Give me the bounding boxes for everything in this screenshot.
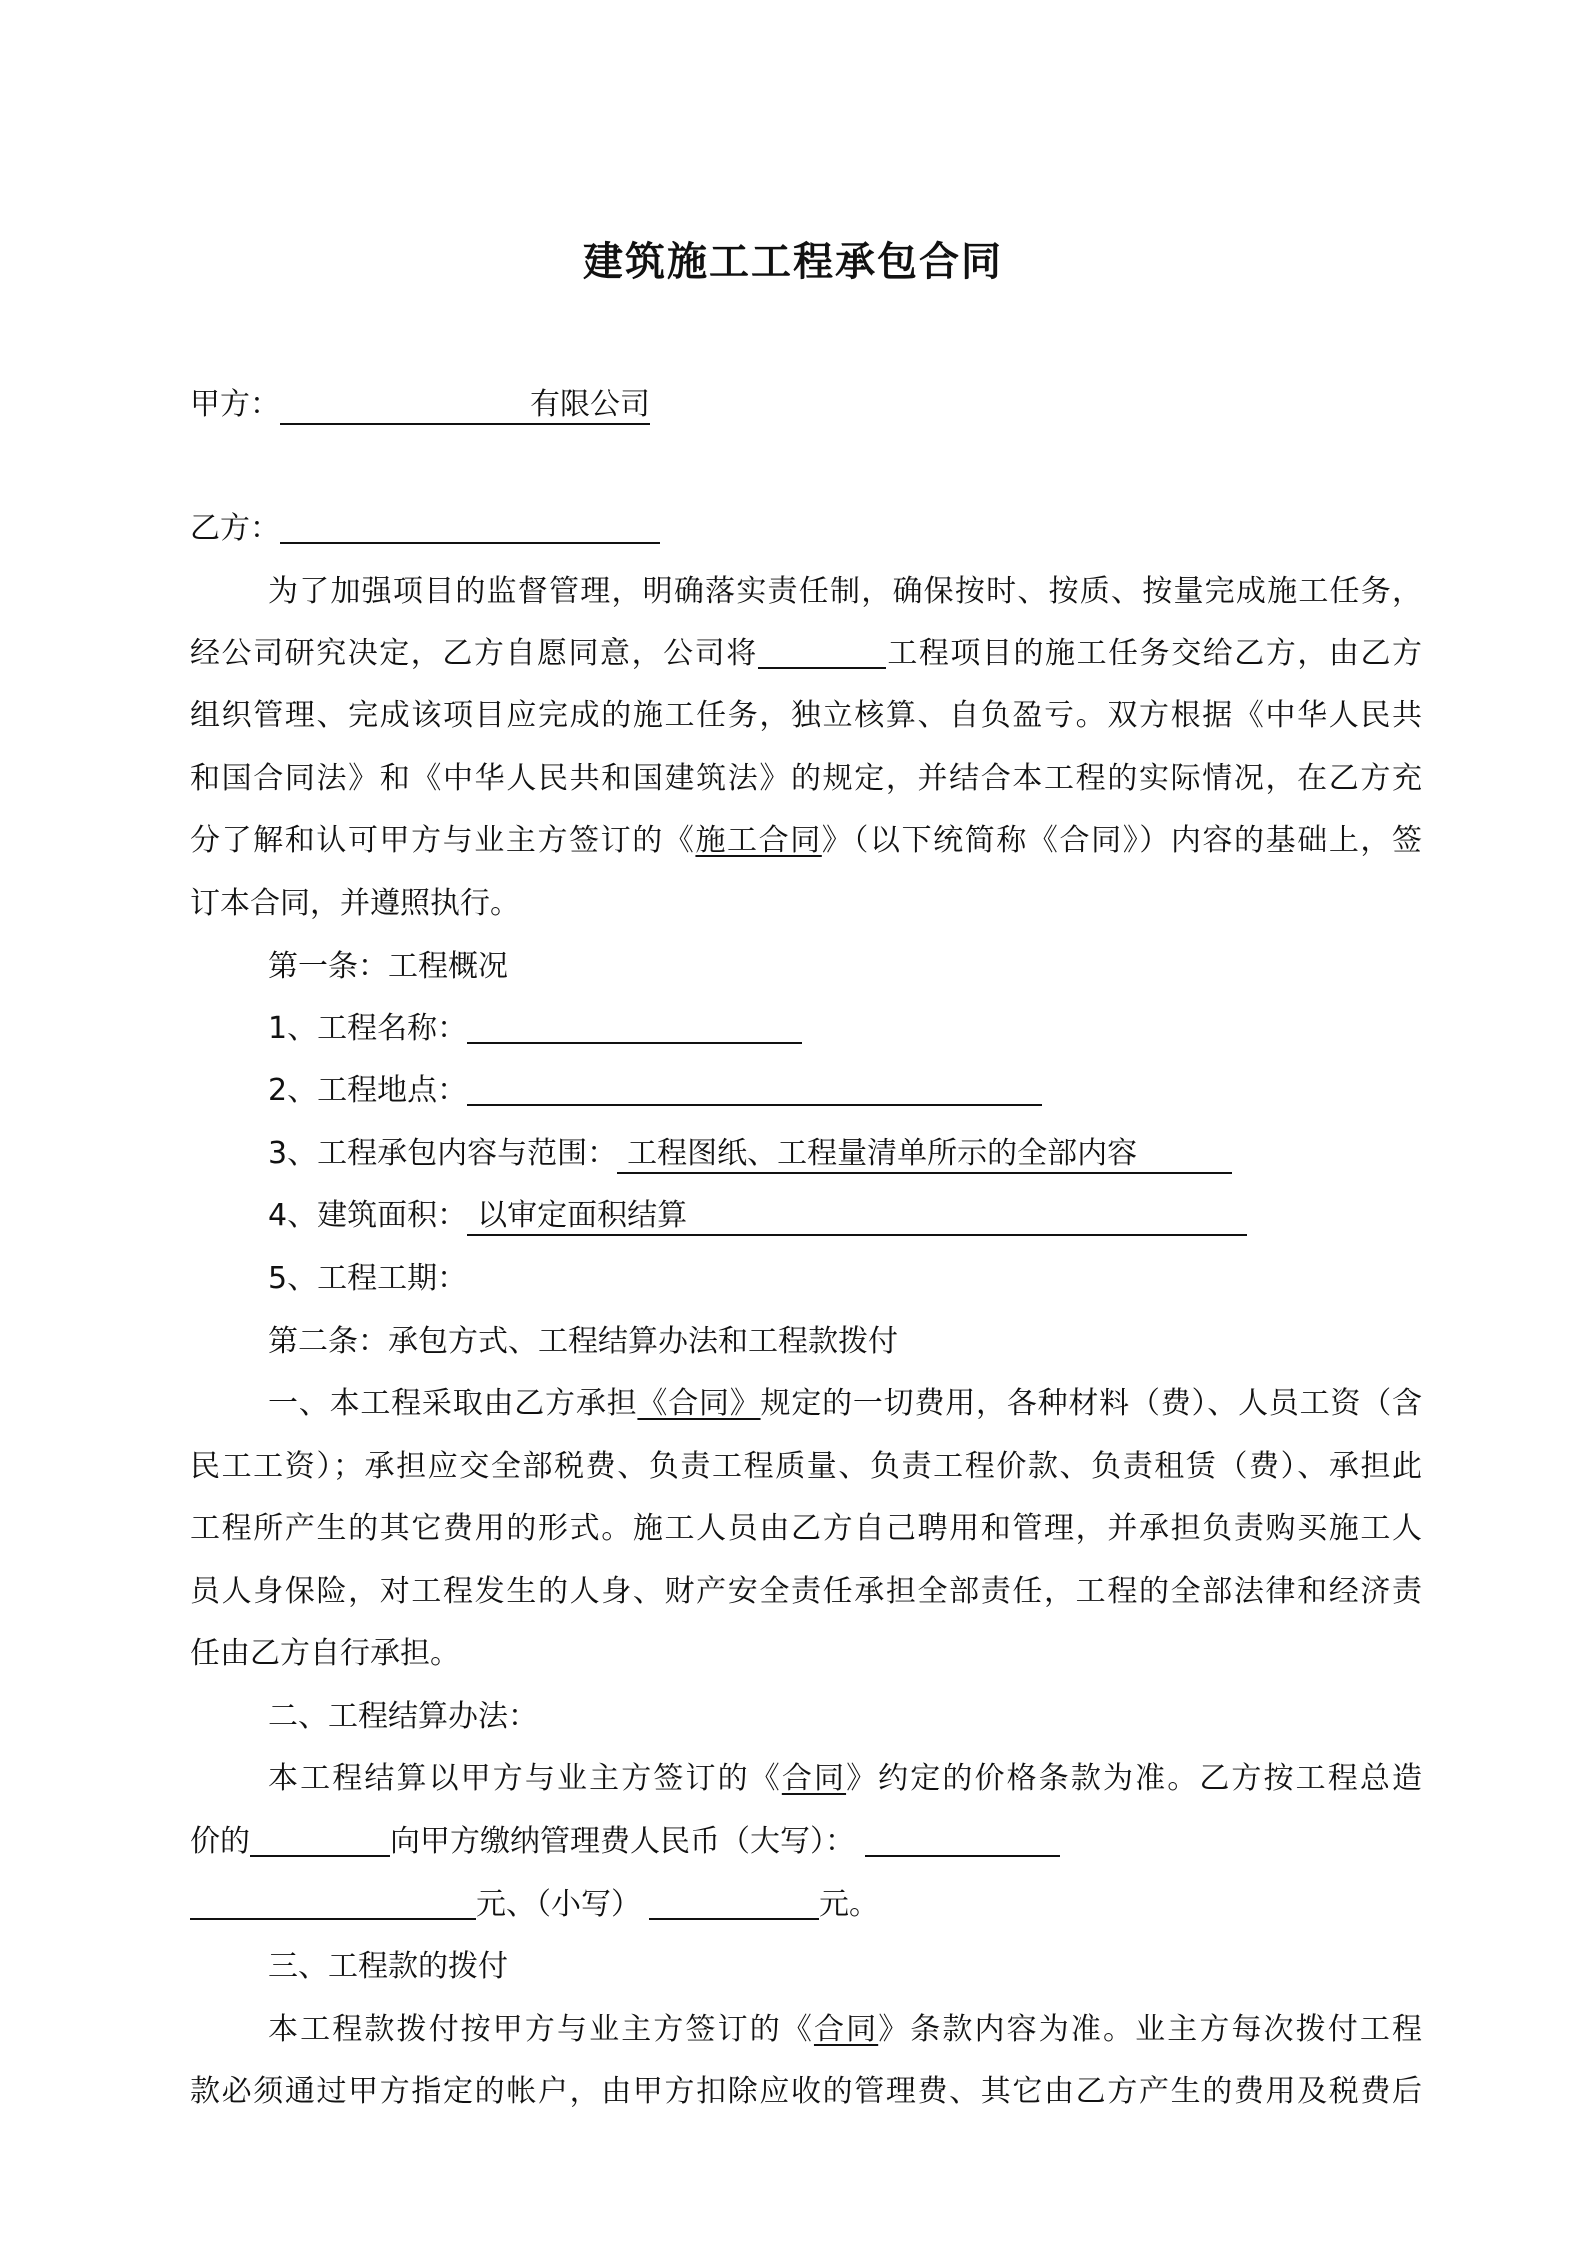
project-name-field[interactable] bbox=[467, 1008, 802, 1044]
area-value: 以审定面积结算 bbox=[477, 1198, 688, 1233]
sec2-text: 元、（小写） bbox=[476, 1887, 641, 1922]
item-scope bbox=[268, 1132, 1422, 1176]
party-b-label: 乙方： bbox=[190, 511, 280, 546]
item-label: 4、建筑面积： bbox=[268, 1198, 468, 1233]
sec2-text: 元。 bbox=[819, 1887, 879, 1922]
project-name-blank[interactable] bbox=[758, 633, 886, 669]
scope-field[interactable] bbox=[617, 1136, 1232, 1174]
fee-amount-words-field[interactable] bbox=[865, 1821, 1060, 1857]
scope-value: 工程图纸、工程量清单所示的全部内容 bbox=[627, 1136, 1138, 1171]
fee-amount-words-field-cont[interactable] bbox=[190, 1884, 476, 1920]
sec3-line-2: 款必须通过甲方指定的帐户，由甲方扣除应收的管理费、其它由乙方产生的费用及税费后 bbox=[190, 2074, 1422, 2109]
intro-text: 经公司研究决定，乙方自愿同意，公司将 bbox=[190, 636, 758, 671]
sec2-text: 本工程结算以甲方与业主方签订的《 bbox=[268, 1761, 782, 1796]
sec1-line-2: 民工工资）；承担应交全部税费、负责工程质量、负责工程价款、负责租赁（费）、承担此 bbox=[190, 1449, 1422, 1484]
document-title: 建筑施工工程承包合同 bbox=[583, 239, 1003, 285]
intro-line-6: 订本合同，并遵照执行。 bbox=[190, 886, 520, 921]
construction-contract-ref: 施工合同 bbox=[695, 823, 822, 858]
sec1-line-5: 任由乙方自行承担。 bbox=[190, 1636, 460, 1671]
party-a-field[interactable] bbox=[280, 387, 650, 425]
fee-rate-field[interactable] bbox=[250, 1821, 390, 1857]
party-a-line bbox=[190, 383, 1422, 427]
sec1-line-4: 员人身保险，对工程发生的人身、财产安全责任承担全部责任，工程的全部法律和经济责 bbox=[190, 1574, 1422, 1609]
item-project-location bbox=[268, 1069, 1422, 1113]
sec1-text: 一、本工程采取由乙方承担 bbox=[268, 1386, 638, 1421]
sec3-text: 本工程款拨付按甲方与业主方签订的《 bbox=[268, 2012, 814, 2047]
party-b-line bbox=[190, 507, 1422, 551]
intro-line-4: 和国合同法》和《中华人民共和国建筑法》的规定，并结合本工程的实际情况，在乙方充 bbox=[190, 761, 1422, 796]
sec2-line-3 bbox=[190, 1883, 1422, 1927]
item-label: 1、工程名称： bbox=[268, 1011, 468, 1046]
intro-line-3: 组织管理、完成该项目应完成的施工任务，独立核算、自负盈亏。双方根据《中华人民共 bbox=[190, 698, 1422, 733]
sec3-text: 》条款内容为准。业主方每次拨付工程 bbox=[878, 2012, 1423, 2047]
party-b-field[interactable] bbox=[280, 508, 660, 544]
intro-line-2 bbox=[190, 632, 1422, 676]
sec1-line-1 bbox=[268, 1382, 1422, 1426]
party-a-suffix: 有限公司 bbox=[530, 387, 650, 422]
intro-text: 工程项目的施工任务交给乙方，由乙方 bbox=[885, 636, 1423, 671]
article-1-heading: 第一条：工程概况 bbox=[268, 949, 508, 984]
sec2-text: 向甲方缴纳管理费人民币（大写）： bbox=[390, 1824, 855, 1859]
sec3-heading: 三、工程款的拨付 bbox=[268, 1949, 508, 1984]
party-a-label: 甲方： bbox=[190, 387, 280, 422]
item-label: 3、工程承包内容与范围： bbox=[268, 1136, 618, 1171]
intro-line-1: 为了加强项目的监督管理，明确落实责任制，确保按时、按质、按量完成施工任务， bbox=[268, 574, 1422, 609]
intro-line-5 bbox=[190, 819, 1422, 863]
sec2-line-2 bbox=[190, 1820, 1422, 1864]
area-field[interactable] bbox=[467, 1198, 1247, 1236]
item-project-name bbox=[268, 1007, 1422, 1051]
sec2-text: 》约定的价格条款为准。乙方按工程总造 bbox=[846, 1761, 1423, 1796]
sec1-text: 规定的一切费用，各种材料（费）、人员工资（含 bbox=[760, 1386, 1423, 1421]
item-label: 2、工程地点： bbox=[268, 1073, 468, 1108]
sec2-line-1 bbox=[268, 1757, 1422, 1801]
sec3-line-1 bbox=[268, 2008, 1422, 2052]
project-location-field[interactable] bbox=[467, 1070, 1042, 1106]
contract-ref: 合同 bbox=[781, 1761, 847, 1796]
intro-text: 》（以下统简称《合同》）内容的基础上，签 bbox=[821, 823, 1423, 858]
sec2-text: 价的 bbox=[190, 1824, 250, 1859]
intro-text: 分了解和认可甲方与业主方签订的《 bbox=[190, 823, 696, 858]
contract-ref: 《合同》 bbox=[637, 1386, 761, 1421]
item-area bbox=[268, 1194, 1422, 1238]
fee-amount-figures-field[interactable] bbox=[649, 1884, 819, 1920]
item-duration: 5、工程工期： bbox=[268, 1261, 468, 1296]
sec2-heading: 二、工程结算办法： bbox=[268, 1699, 538, 1734]
article-2-heading: 第二条：承包方式、工程结算办法和工程款拨付 bbox=[268, 1324, 898, 1359]
contract-ref: 合同 bbox=[813, 2012, 879, 2047]
sec1-line-3: 工程所产生的其它费用的形式。施工人员由乙方自己聘用和管理，并承担负责购买施工人 bbox=[190, 1511, 1422, 1546]
